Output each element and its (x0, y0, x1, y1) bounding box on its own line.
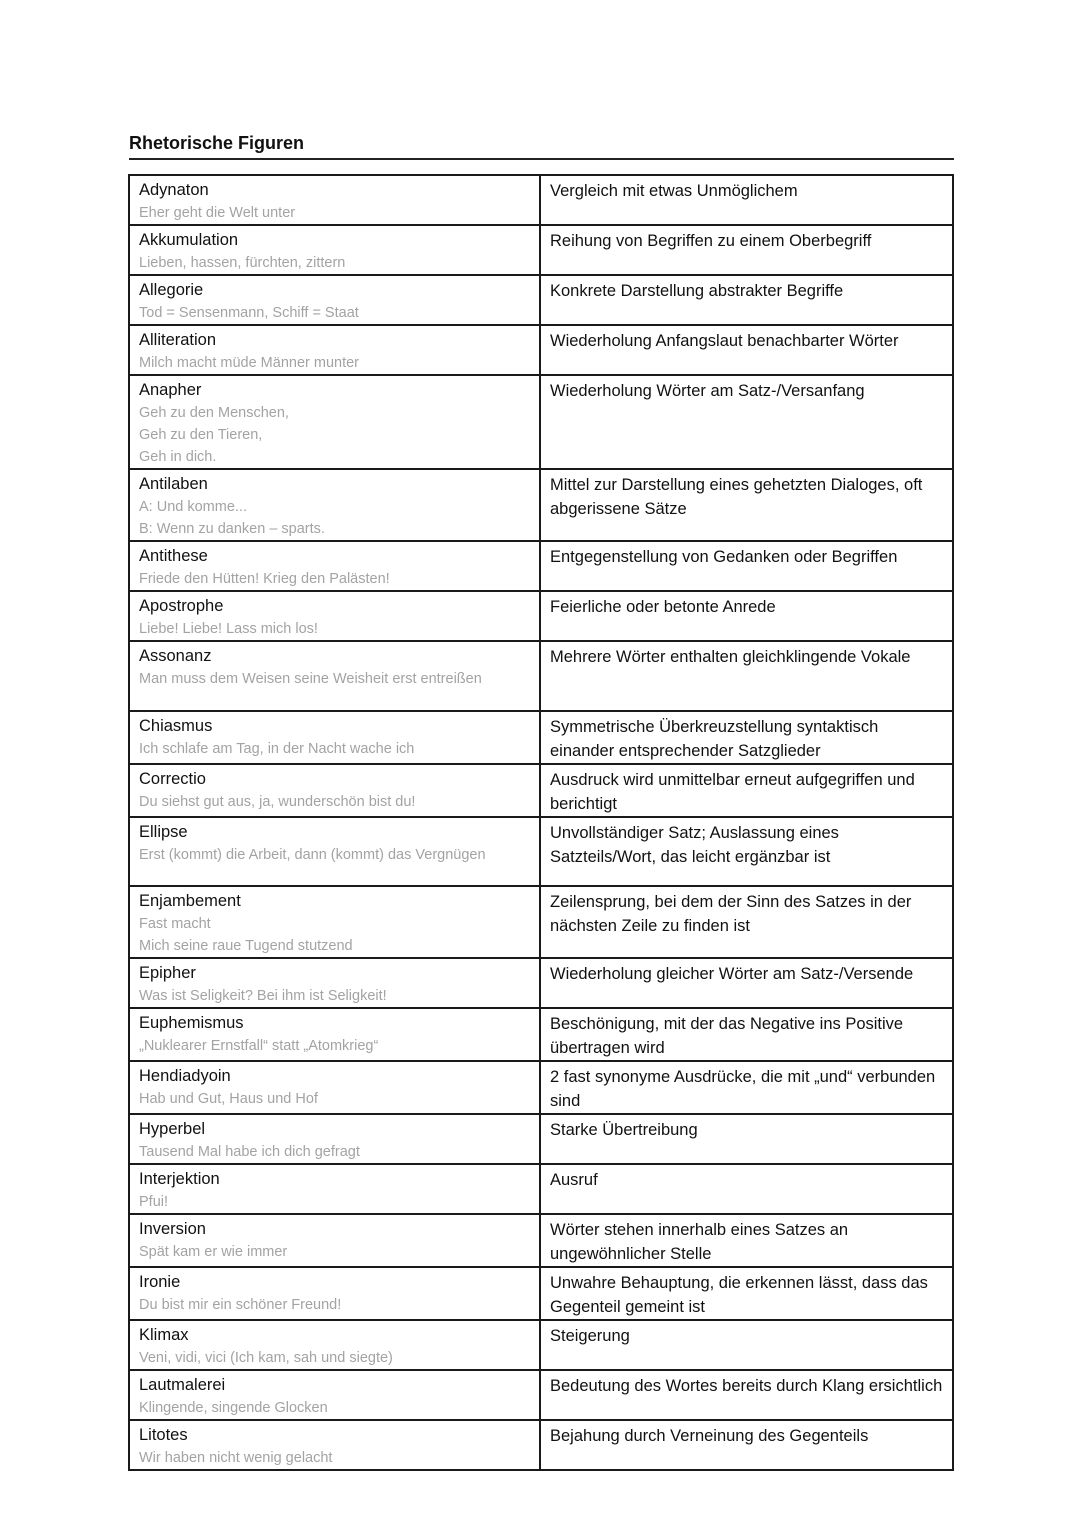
definition-cell (540, 1267, 953, 1320)
figure-example: Fast macht Mich seine raue Tugend stutzend (139, 916, 353, 954)
term-cell (129, 469, 540, 541)
term-cell (129, 817, 540, 886)
table-row (129, 225, 953, 275)
figure-example: Ich schlafe am Tag, in der Nacht wache ich (139, 741, 415, 757)
definition-cell (540, 641, 953, 711)
definition-cell (540, 1008, 953, 1061)
table-row (129, 275, 953, 325)
term-cell (129, 1164, 540, 1214)
term-cell (129, 764, 540, 817)
definition-cell (540, 1061, 953, 1114)
figure-example: Was ist Seligkeit? Bei ihm ist Seligkeit! (139, 988, 387, 1004)
table-row (129, 325, 953, 375)
definition-cell (540, 469, 953, 541)
figure-term: Apostrophe (139, 597, 224, 615)
definition-cell (540, 1420, 953, 1470)
figure-term: Klimax (139, 1326, 189, 1344)
term-cell (129, 591, 540, 641)
figure-definition: 2 fast synonyme Ausdrücke, die mit „und“ verbunden sind (550, 1068, 936, 1110)
figure-example: „Nuklearer Ernstfall“ statt „Atomkrieg“ (139, 1038, 379, 1054)
figure-example: A: Und komme... B: Wenn zu danken – sparts. (139, 499, 325, 537)
figure-definition: Zeilensprung, bei dem der Sinn des Satzes in der nächsten Zeile zu finden ist (550, 893, 912, 935)
figure-term: Ellipse (139, 823, 188, 841)
definition-cell (540, 1164, 953, 1214)
figure-example: Du siehst gut aus, ja, wunderschön bist du! (139, 794, 416, 810)
figure-example: Tausend Mal habe ich dich gefragt (139, 1144, 360, 1160)
definition-cell (540, 1214, 953, 1267)
definition-cell (540, 1320, 953, 1370)
table-row (129, 1370, 953, 1420)
figure-term: Inversion (139, 1220, 206, 1238)
figure-term: Enjambement (139, 892, 241, 910)
figure-definition: Unvollständiger Satz; Auslassung eines Satzteils/Wort, das leicht ergänzbar ist (550, 824, 839, 866)
figure-term: Adynaton (139, 181, 209, 199)
figure-definition: Beschönigung, mit der das Negative ins Positive übertragen wird (550, 1015, 904, 1057)
figure-term: Chiasmus (139, 717, 213, 735)
table-row (129, 1061, 953, 1114)
table-row (129, 1420, 953, 1470)
figure-definition: Steigerung (550, 1327, 630, 1345)
figure-example: Geh zu den Menschen, Geh zu den Tieren, Geh in dich. (139, 405, 289, 465)
figure-definition: Wiederholung Wörter am Satz-/Versanfang (550, 382, 865, 400)
figure-definition: Ausdruck wird unmittelbar erneut aufgegriffen und berichtigt (550, 771, 915, 813)
term-cell (129, 325, 540, 375)
figure-definition: Unwahre Behauptung, die erkennen lässt, dass das Gegenteil gemeint ist (550, 1274, 928, 1316)
table-row (129, 1214, 953, 1267)
table-row (129, 591, 953, 641)
term-cell (129, 541, 540, 591)
figure-example: Milch macht müde Männer munter (139, 355, 359, 371)
term-cell (129, 275, 540, 325)
table-row (129, 641, 953, 711)
definition-cell (540, 817, 953, 886)
figure-example: Wir haben nicht wenig gelacht (139, 1450, 333, 1466)
figure-definition: Bedeutung des Wortes bereits durch Klang ersichtlich (550, 1377, 943, 1395)
table-row (129, 711, 953, 764)
figure-definition: Reihung von Begriffen zu einem Oberbegriff (550, 232, 872, 250)
figure-example: Liebe! Liebe! Lass mich los! (139, 621, 318, 637)
figure-term: Ironie (139, 1273, 181, 1291)
table-row (129, 817, 953, 886)
definition-cell (540, 1114, 953, 1164)
figure-example: Hab und Gut, Haus und Hof (139, 1091, 318, 1107)
term-cell (129, 1008, 540, 1061)
figure-term: Assonanz (139, 647, 212, 665)
term-cell (129, 1370, 540, 1420)
figure-term: Antithese (139, 547, 208, 565)
figure-term: Allegorie (139, 281, 204, 299)
definition-cell (540, 764, 953, 817)
figure-definition: Ausruf (550, 1171, 598, 1189)
definition-cell (540, 375, 953, 469)
term-cell (129, 711, 540, 764)
figure-term: Hendiadyoin (139, 1067, 231, 1085)
figure-definition: Starke Übertreibung (550, 1121, 698, 1139)
figure-term: Alliteration (139, 331, 217, 349)
figure-definition: Feierliche oder betonte Anrede (550, 598, 776, 616)
figure-term: Epipher (139, 964, 196, 982)
definition-cell (540, 541, 953, 591)
definition-cell (540, 711, 953, 764)
figure-definition: Wörter stehen innerhalb eines Satzes an ungewöhnlicher Stelle (550, 1221, 849, 1263)
figure-term: Anapher (139, 381, 202, 399)
figure-example: Man muss dem Weisen seine Weisheit erst entreißen (139, 671, 482, 687)
figure-definition: Vergleich mit etwas Unmöglichem (550, 182, 798, 200)
term-cell (129, 958, 540, 1008)
term-cell (129, 1267, 540, 1320)
figure-definition: Wiederholung Anfangslaut benachbarter Wörter (550, 332, 899, 350)
figure-definition: Symmetrische Überkreuzstellung syntaktisch einander entsprechender Satzglieder (550, 718, 879, 760)
page-title: Rhetorische Figuren (129, 131, 954, 160)
table-row (129, 375, 953, 469)
figure-example: Lieben, hassen, fürchten, zittern (139, 255, 346, 271)
figure-term: Lautmalerei (139, 1376, 226, 1394)
table-row (129, 958, 953, 1008)
table-row (129, 1114, 953, 1164)
table-row (129, 764, 953, 817)
rhetoric-figures-table (128, 174, 954, 1471)
figure-example: Tod = Sensenmann, Schiff = Staat (139, 305, 359, 321)
definition-cell (540, 175, 953, 225)
term-cell (129, 1420, 540, 1470)
term-cell (129, 225, 540, 275)
figure-example: Veni, vidi, vici (Ich kam, sah und siegte) (139, 1350, 393, 1366)
table-row (129, 1267, 953, 1320)
figure-definition: Bejahung durch Verneinung des Gegenteils (550, 1427, 869, 1445)
figure-definition: Mehrere Wörter enthalten gleichklingende Vokale (550, 648, 911, 666)
definition-cell (540, 1370, 953, 1420)
definition-cell (540, 591, 953, 641)
table-row (129, 1164, 953, 1214)
figure-definition: Entgegenstellung von Gedanken oder Begriffen (550, 548, 898, 566)
table-row (129, 886, 953, 958)
figure-term: Euphemismus (139, 1014, 244, 1032)
figure-term: Akkumulation (139, 231, 239, 249)
table-row (129, 1320, 953, 1370)
definition-cell (540, 225, 953, 275)
definition-cell (540, 325, 953, 375)
term-cell (129, 1214, 540, 1267)
figure-example: Du bist mir ein schöner Freund! (139, 1297, 342, 1313)
definition-cell (540, 275, 953, 325)
table-row (129, 469, 953, 541)
figure-example: Erst (kommt) die Arbeit, dann (kommt) das Vergnügen (139, 847, 486, 863)
term-cell (129, 641, 540, 711)
figure-term: Interjektion (139, 1170, 220, 1188)
figure-example: Pfui! (139, 1194, 169, 1210)
table-row (129, 175, 953, 225)
figure-term: Correctio (139, 770, 206, 788)
figure-definition: Mittel zur Darstellung eines gehetzten Dialoges, oft abgerissene Sätze (550, 476, 923, 518)
term-cell (129, 1114, 540, 1164)
term-cell (129, 1061, 540, 1114)
table-row (129, 541, 953, 591)
figures-table-body (129, 175, 953, 1470)
table-row (129, 1008, 953, 1061)
figure-term: Hyperbel (139, 1120, 206, 1138)
figure-example: Spät kam er wie immer (139, 1244, 288, 1260)
figure-example: Eher geht die Welt unter (139, 205, 296, 221)
term-cell (129, 1320, 540, 1370)
figure-term: Antilaben (139, 475, 208, 493)
figure-term: Litotes (139, 1426, 188, 1444)
term-cell (129, 375, 540, 469)
figure-definition: Wiederholung gleicher Wörter am Satz-/Versende (550, 965, 914, 983)
figure-example: Klingende, singende Glocken (139, 1400, 328, 1416)
definition-cell (540, 958, 953, 1008)
definition-cell (540, 886, 953, 958)
figure-example: Friede den Hütten! Krieg den Palästen! (139, 571, 390, 587)
figure-definition: Konkrete Darstellung abstrakter Begriffe (550, 282, 844, 300)
term-cell (129, 886, 540, 958)
term-cell (129, 175, 540, 225)
